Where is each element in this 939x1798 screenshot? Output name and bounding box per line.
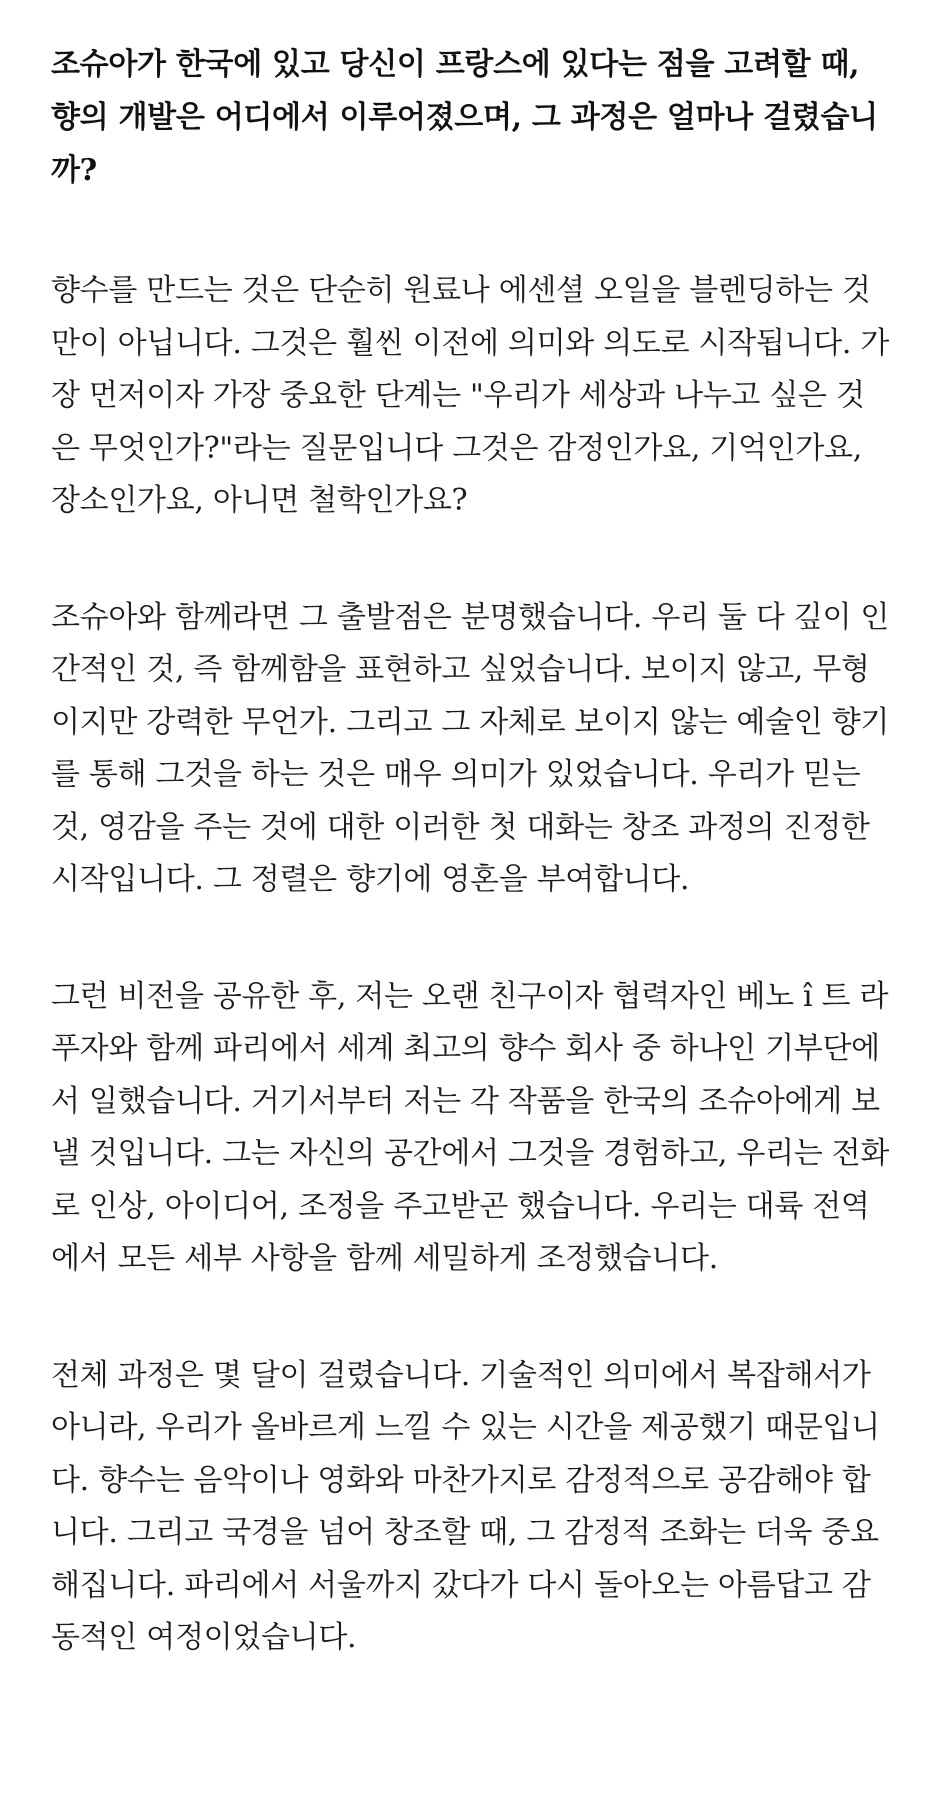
answer-paragraph-4: 전체 과정은 몇 달이 걸렸습니다. 기술적인 의미에서 복잡해서가 아니라, 우리가 올바르게 느낄 수 있는 시간을 제공했기 때문입니다. 향수는 음악이나 영화와 마찬가지로 감정적으로 공감해야 합니다. 그리고 국경을 넘어 창조할 때, 그 감정적 조화는 더욱 중요해집니다. 파리에서 서울까지 갔다가 다시 돌아오는 아름답고 감동적인 여정이었습니다.	[51, 1357, 880, 1655]
answer-paragraph-3: 그런 비전을 공유한 후, 저는 오랜 친구이자 협력자인 베노 î 트 라푸자와 함께 파리에서 세계 최고의 향수 회사 중 하나인 기부단에서 일했습니다. 거기서부터 저는 각 작품을 한국의 조슈아에게 보낼 것입니다. 그는 자신의 공간에서 그것을 경험하고, 우리는 전화로 인상, 아이디어, 조정을 주고받곤 했습니다. 우리는 대륙 전역에서 모든 세부 사항을 함께 세밀하게 조정했습니다.	[51, 978, 890, 1276]
interview-article	[51, 38, 891, 1665]
interview-question: 조슈아가 한국에 있고 당신이 프랑스에 있다는 점을 고려할 때, 향의 개발은 어디에서 이루어졌으며, 그 과정은 얼마나 걸렸습니까?	[51, 47, 878, 188]
answer-paragraph-1: 향수를 만드는 것은 단순히 원료나 에센셜 오일을 블렌딩하는 것만이 아닙니다. 그것은 훨씬 이전에 의미와 의도로 시작됩니다. 가장 먼저이자 가장 중요한 단계는 "우리가 세상과 나누고 싶은 것은 무엇인가?"라는 질문입니다 그것은 감정인가요, 기억인가요, 장소인가요, 아니면 철학인가요?	[51, 273, 890, 518]
answer-paragraph-2: 조슈아와 함께라면 그 출발점은 분명했습니다. 우리 둘 다 깊이 인간적인 것, 즉 함께함을 표현하고 싶었습니다. 보이지 않고, 무형이지만 강력한 무언가. 그리고 그 자체로 보이지 않는 예술인 향기를 통해 그것을 하는 것은 매우 의미가 있었습니다. 우리가 믿는 것, 영감을 주는 것에 대한 이러한 첫 대화는 창조 과정의 진정한 시작입니다. 그 정렬은 향기에 영혼을 부여합니다.	[51, 599, 890, 897]
